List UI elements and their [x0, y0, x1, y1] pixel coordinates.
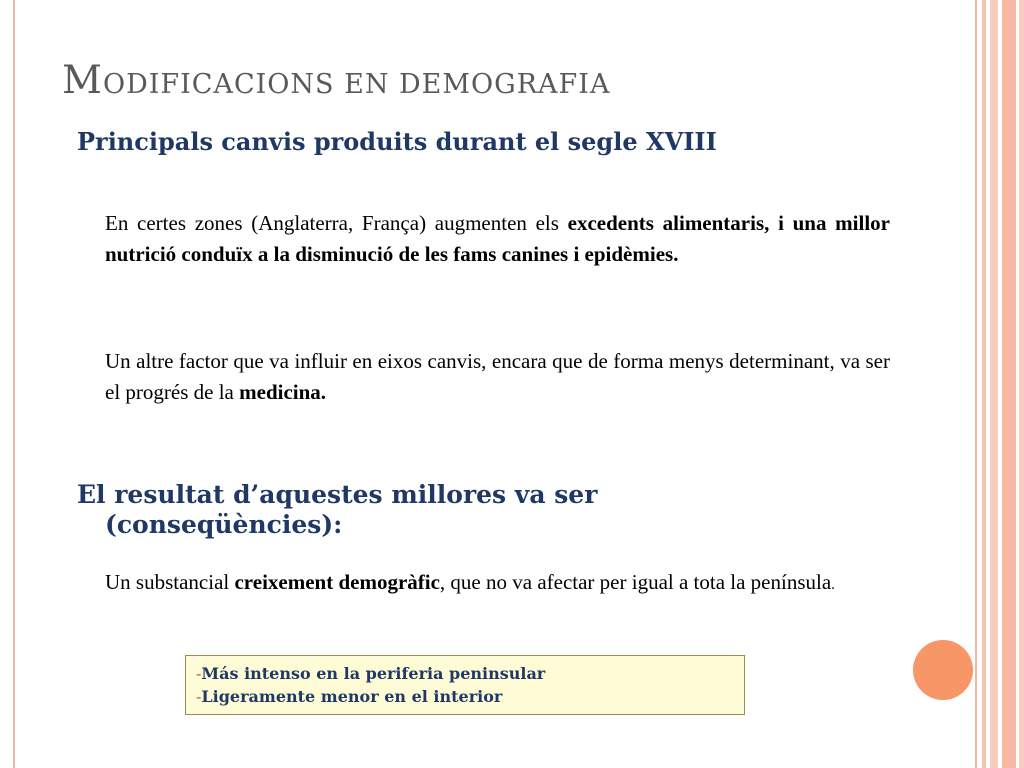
slide-title-initial: M: [62, 58, 103, 103]
note-dash: -: [196, 687, 202, 706]
slide-title: [62, 58, 610, 103]
note-box: [185, 655, 745, 715]
heading-line: El resultat d’aquestes millores va ser: [77, 480, 598, 509]
note-dash: -: [196, 664, 202, 683]
decor-stripe: [982, 0, 986, 768]
paragraph-bold-text: excedents alimentaris, i una millor nutrició conduïx a la disminució de les fams canines i epidèmies.: [105, 211, 890, 266]
decor-circle: [913, 640, 973, 700]
note-line: [196, 662, 734, 685]
paragraph-bold-text: medicina.: [239, 380, 327, 404]
heading-line: (conseqüències):: [105, 510, 343, 539]
paragraph-demographic-growth: [105, 560, 890, 607]
paragraph-text: , que no va afectar per igual a tota la península: [439, 570, 832, 594]
paragraph-text: Un substancial: [105, 570, 235, 594]
decor-stripe: [990, 0, 998, 768]
paragraph-text: En certes zones (Anglaterra, França) augmenten els: [105, 211, 568, 235]
paragraph-food-surplus: [105, 208, 890, 270]
paragraph-medicine: [105, 346, 890, 408]
section-heading-1: Principals canvis produits durant el segle XVIII: [77, 127, 717, 156]
note-text: Ligeramente menor en el interior: [201, 687, 503, 706]
paragraph-period: .: [831, 577, 835, 593]
slide-title-rest: ODIFICACIONS EN DEMOGRAFIA: [102, 69, 611, 100]
decor-stripe: [1019, 0, 1024, 768]
note-line: [196, 685, 734, 708]
section-heading-2: [77, 480, 757, 540]
decor-stripe: [1002, 0, 1016, 768]
paragraph-bold-text: creixement demogràfic: [234, 570, 440, 594]
paragraph-text: Un altre factor que va influir en eixos canvis, encara que de forma menys determinant, va ser el progrés de la: [105, 349, 890, 404]
note-text: Más intenso en la periferia peninsular: [201, 664, 546, 683]
